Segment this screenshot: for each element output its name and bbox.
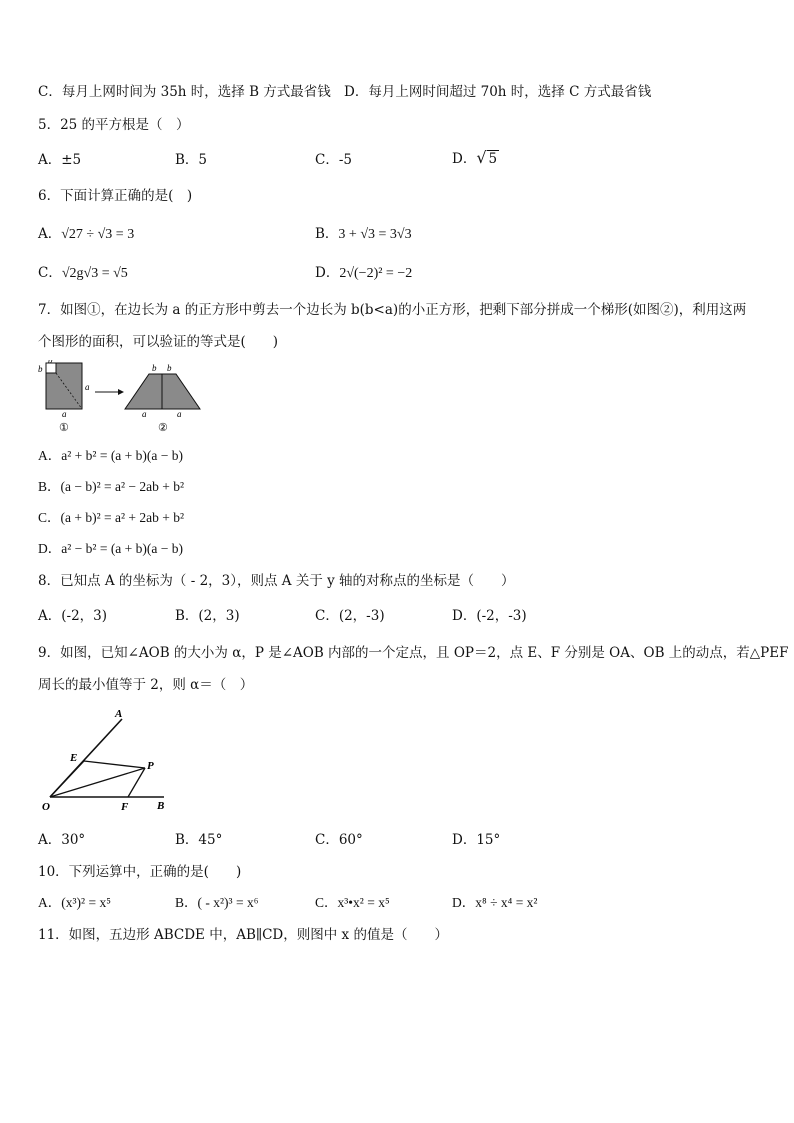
q7-option-b: B．(a − b)² = a² − 2ab + b²	[38, 479, 185, 494]
q7-figure-label-2: ②	[158, 422, 168, 434]
q7-trap-label-b1: b	[152, 363, 157, 373]
q7-figure	[36, 360, 216, 438]
q11-stem: 11．如图，五边形 ABCDE 中，AB∥CD，则图中 x 的值是（ ）	[38, 927, 448, 943]
q5-option-d-radicand: 5	[488, 151, 498, 167]
q7-figure-label-1: ①	[59, 422, 69, 434]
q4-option-d: D．每月上网时间超过 70h 时，选择 C 方式最省钱	[344, 84, 652, 100]
q6-option-a-expr: √27 ÷ √3 = 3	[61, 227, 135, 242]
q6-stem: 6．下面计算正确的是( )	[38, 188, 193, 204]
q8-option-b: B．(2，3)	[175, 608, 240, 624]
q9-label-o: O	[42, 801, 50, 813]
q6-option-b	[315, 224, 412, 245]
q10-option-c: C．x³•x² = x⁵	[315, 895, 390, 910]
q8-option-c: C．(2，-3)	[315, 608, 385, 624]
q9-label-f: F	[121, 801, 129, 813]
q9-stem-line2: 周长的最小值等于 2，则 α＝（ ）	[38, 677, 254, 693]
arrow-right-icon	[118, 389, 124, 395]
q6-option-c	[38, 263, 128, 284]
q9-label-a: A	[115, 708, 123, 720]
q4-option-c: C．每月上网时间为 35h 时，选择 B 方式最省钱	[38, 84, 331, 100]
q7-figure-svg	[36, 360, 216, 438]
q5-stem: 5．25 的平方根是（ ）	[38, 117, 190, 133]
q7-option-a: A．a² + b² = (a + b)(a − b)	[38, 448, 184, 463]
q10-option-b: B．( - x²)³ = x⁶	[175, 895, 259, 910]
q5-option-a: A．±5	[38, 152, 82, 168]
q9-figure	[38, 706, 178, 818]
q7-label-b-left: b	[38, 364, 43, 374]
q5-option-c: C．-5	[315, 152, 352, 168]
q6-option-d-label: D．	[315, 265, 340, 281]
q6-option-c-expr: √2g√3 = √5	[61, 266, 128, 281]
q6-option-b-label: B．	[315, 226, 339, 242]
q7-option-c: C．(a + b)² = a² + 2ab + b²	[38, 510, 185, 525]
q9-stem-line1: 9．如图，已知∠AOB 的大小为 α，P 是∠AOB 内部的一个定点，且 OP＝2，点 E、F 分别是 OA、OB 上的动点，若△PEF	[38, 645, 789, 661]
q8-stem: 8．已知点 A 的坐标为（ - 2，3），则点 A 关于 y 轴的对称点的坐标是（ ）	[38, 573, 515, 589]
q7-label-a-bottom: a	[62, 409, 67, 419]
q9-option-d: D．15°	[452, 832, 501, 848]
q10-option-d: D．x⁸ ÷ x⁴ = x²	[452, 895, 538, 910]
q9-option-c: C．60°	[315, 832, 363, 848]
q6-option-c-label: C．	[38, 265, 62, 281]
q6-option-b-expr: 3 + √3 = 3√3	[338, 227, 412, 242]
sqrt-icon: √	[476, 148, 487, 167]
q7-label-a-right: a	[85, 382, 90, 392]
q5-option-d-label: D．	[452, 151, 477, 167]
q5-option-d	[452, 148, 499, 169]
q10-option-a: A．(x³)² = x⁵	[38, 895, 111, 910]
q7-stem-line2: 个图形的面积，可以验证的等式是( )	[38, 334, 279, 350]
q9-option-a: A．30°	[38, 832, 86, 848]
q6-option-a	[38, 224, 134, 245]
q9-label-e: E	[70, 752, 78, 764]
q5-option-b: B．5	[175, 152, 208, 168]
q9-option-b: B．45°	[175, 832, 223, 848]
q7-trap-label-a1: a	[142, 409, 147, 419]
q6-option-a-label: A．	[38, 226, 62, 242]
q9-label-p: P	[147, 760, 154, 772]
q7-option-d: D．a² − b² = (a + b)(a − b)	[38, 541, 184, 556]
q6-option-d-expr: 2√(−2)² = −2	[339, 266, 413, 281]
q9-label-b: B	[157, 800, 165, 812]
q6-option-d	[315, 263, 412, 284]
q7-trap-label-a2: a	[177, 409, 182, 419]
q8-option-d: D．(-2，-3)	[452, 608, 527, 624]
q8-option-a: A．(-2，3)	[38, 608, 108, 624]
q7-trap-label-b2: b	[167, 363, 172, 373]
q9-figure-svg	[38, 706, 178, 818]
q10-stem: 10．下列运算中，正确的是( )	[38, 864, 242, 880]
q7-label-b-top: b	[48, 360, 53, 365]
q9-segment-ep	[84, 761, 145, 768]
q7-stem-line1: 7．如图①，在边长为 a 的正方形中剪去一个边长为 b(b<a)的小正方形，把剩下部分拼成一个梯形(如图②)，利用这两	[38, 302, 747, 318]
